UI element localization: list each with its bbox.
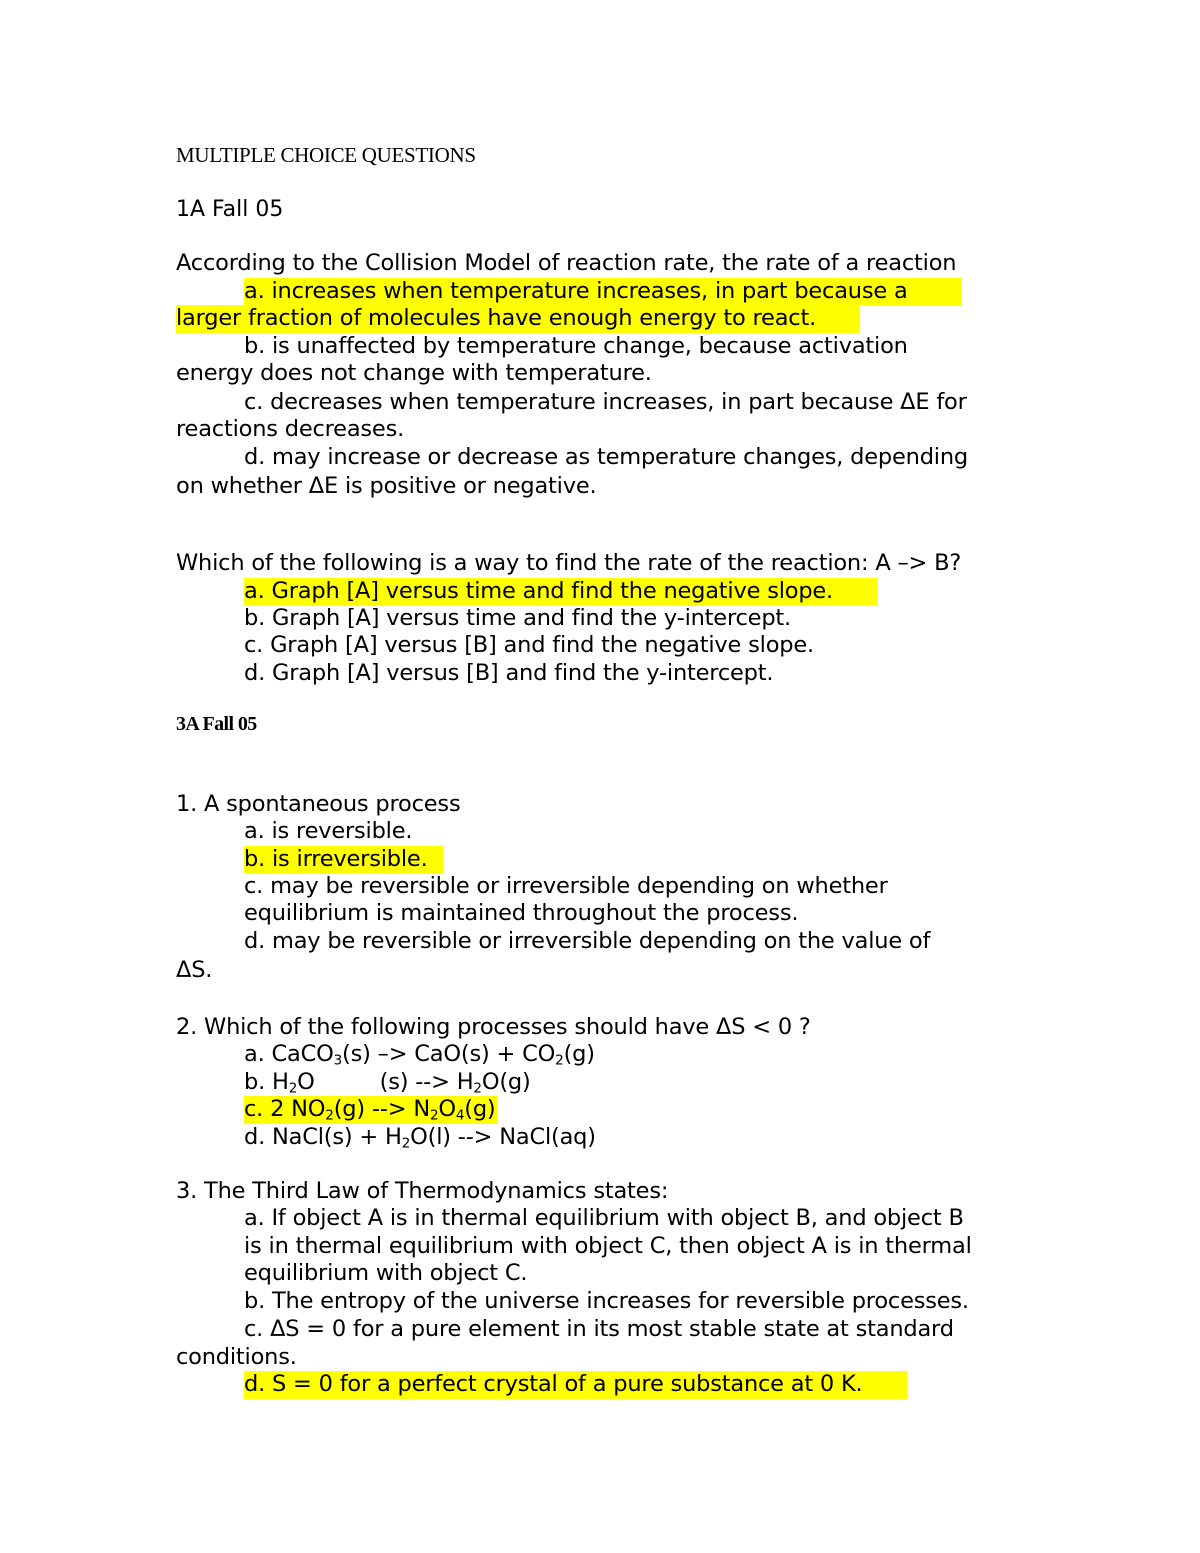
section-heading-1a: 1A Fall 05: [176, 197, 284, 222]
formula-text: c. 2 NO: [244, 1096, 326, 1122]
answer-option-c: c. decreases when temperature increases, in part because ΔE for: [244, 389, 967, 415]
subscript: 2: [401, 1135, 411, 1152]
answer-option-d-continued: ΔS.: [176, 957, 213, 983]
question-stem: 1. A spontaneous process: [176, 791, 461, 817]
answer-option-c-continued: reactions decreases.: [176, 416, 405, 442]
answer-option-a-continued: equilibrium with object C.: [244, 1260, 528, 1286]
answer-option-a-highlighted: a. Graph [A] versus time and find the negative slope.: [244, 578, 878, 606]
answer-option-c: c. Graph [A] versus [B] and find the negative slope.: [244, 632, 814, 658]
subscript: 3: [333, 1052, 343, 1069]
answer-option-d-highlighted: d. S = 0 for a perfect crystal of a pure substance at 0 K.: [244, 1371, 907, 1399]
answer-option-b-highlighted: b. is irreversible.: [244, 846, 443, 874]
formula-text: (g) --> N: [333, 1096, 430, 1122]
formula-text: (s) --> H: [379, 1069, 474, 1095]
document-title: MULTIPLE CHOICE QUESTIONS: [176, 143, 476, 167]
question-stem: According to the Collision Model of reaction rate, the rate of a reaction: [176, 250, 957, 276]
formula-text: b. H: [244, 1069, 289, 1095]
answer-option-a-continued-highlighted: larger fraction of molecules have enough energy to react.: [176, 305, 860, 333]
answer-option-c-highlighted: [244, 1096, 498, 1124]
answer-option-d: d. may be reversible or irreversible depending on the value of: [244, 928, 931, 954]
question-stem: Which of the following is a way to find the rate of the reaction: A –> B?: [176, 550, 962, 576]
answer-option-d-continued: on whether ΔE is positive or negative.: [176, 473, 597, 499]
answer-option-d: [244, 1124, 596, 1152]
answer-option-a-continued: is in thermal equilibrium with object C, then object A is in thermal: [244, 1233, 972, 1259]
answer-option-a: a. is reversible.: [244, 818, 413, 844]
answer-option-b: [244, 1069, 531, 1097]
answer-option-a: [244, 1041, 595, 1069]
answer-option-c-continued: conditions.: [176, 1344, 297, 1370]
answer-option-c-continued: equilibrium is maintained throughout the process.: [244, 900, 799, 926]
formula-text: (g): [464, 1096, 496, 1122]
answer-option-a-highlighted: a. increases when temperature increases, in part because a: [244, 278, 962, 306]
answer-option-b: b. Graph [A] versus time and find the y-intercept.: [244, 605, 791, 631]
subscript: 2: [555, 1052, 564, 1069]
answer-option-a: a. If object A is in thermal equilibrium with object B, and object B: [244, 1205, 964, 1231]
formula-text: d. NaCl(s) + H: [244, 1124, 402, 1150]
formula-text: O(l) --> NaCl(aq): [410, 1124, 596, 1150]
answer-option-d: d. Graph [A] versus [B] and find the y-intercept.: [244, 660, 774, 686]
answer-option-d: d. may increase or decrease as temperature changes, depending: [244, 444, 968, 470]
subscript: 2: [325, 1107, 334, 1124]
section-heading-3a: 3A Fall 05: [176, 713, 257, 735]
answer-option-b: b. is unaffected by temperature change, because activation: [244, 333, 908, 359]
subscript: 2: [473, 1080, 482, 1097]
answer-option-b-continued: energy does not change with temperature.: [176, 360, 652, 386]
formula-text: O(g): [481, 1069, 531, 1095]
question-stem: 3. The Third Law of Thermodynamics states:: [176, 1178, 669, 1204]
formula-text: (s) –> CaO(s) + CO: [342, 1041, 556, 1067]
formula-text: (g): [563, 1041, 595, 1067]
subscript: 2: [429, 1107, 439, 1124]
answer-option-c: c. ΔS = 0 for a pure element in its most stable state at standard: [244, 1316, 954, 1342]
formula-text: O: [438, 1096, 456, 1122]
formula-text: a. CaCO: [244, 1041, 334, 1067]
answer-option-c: c. may be reversible or irreversible depending on whether: [244, 873, 888, 899]
subscript: 4: [455, 1107, 465, 1124]
answer-option-b: b. The entropy of the universe increases for reversible processes.: [244, 1288, 969, 1314]
subscript: 2: [288, 1080, 298, 1097]
formula-text: O: [297, 1069, 315, 1095]
question-stem: 2. Which of the following processes should have ΔS < 0 ?: [176, 1014, 811, 1040]
